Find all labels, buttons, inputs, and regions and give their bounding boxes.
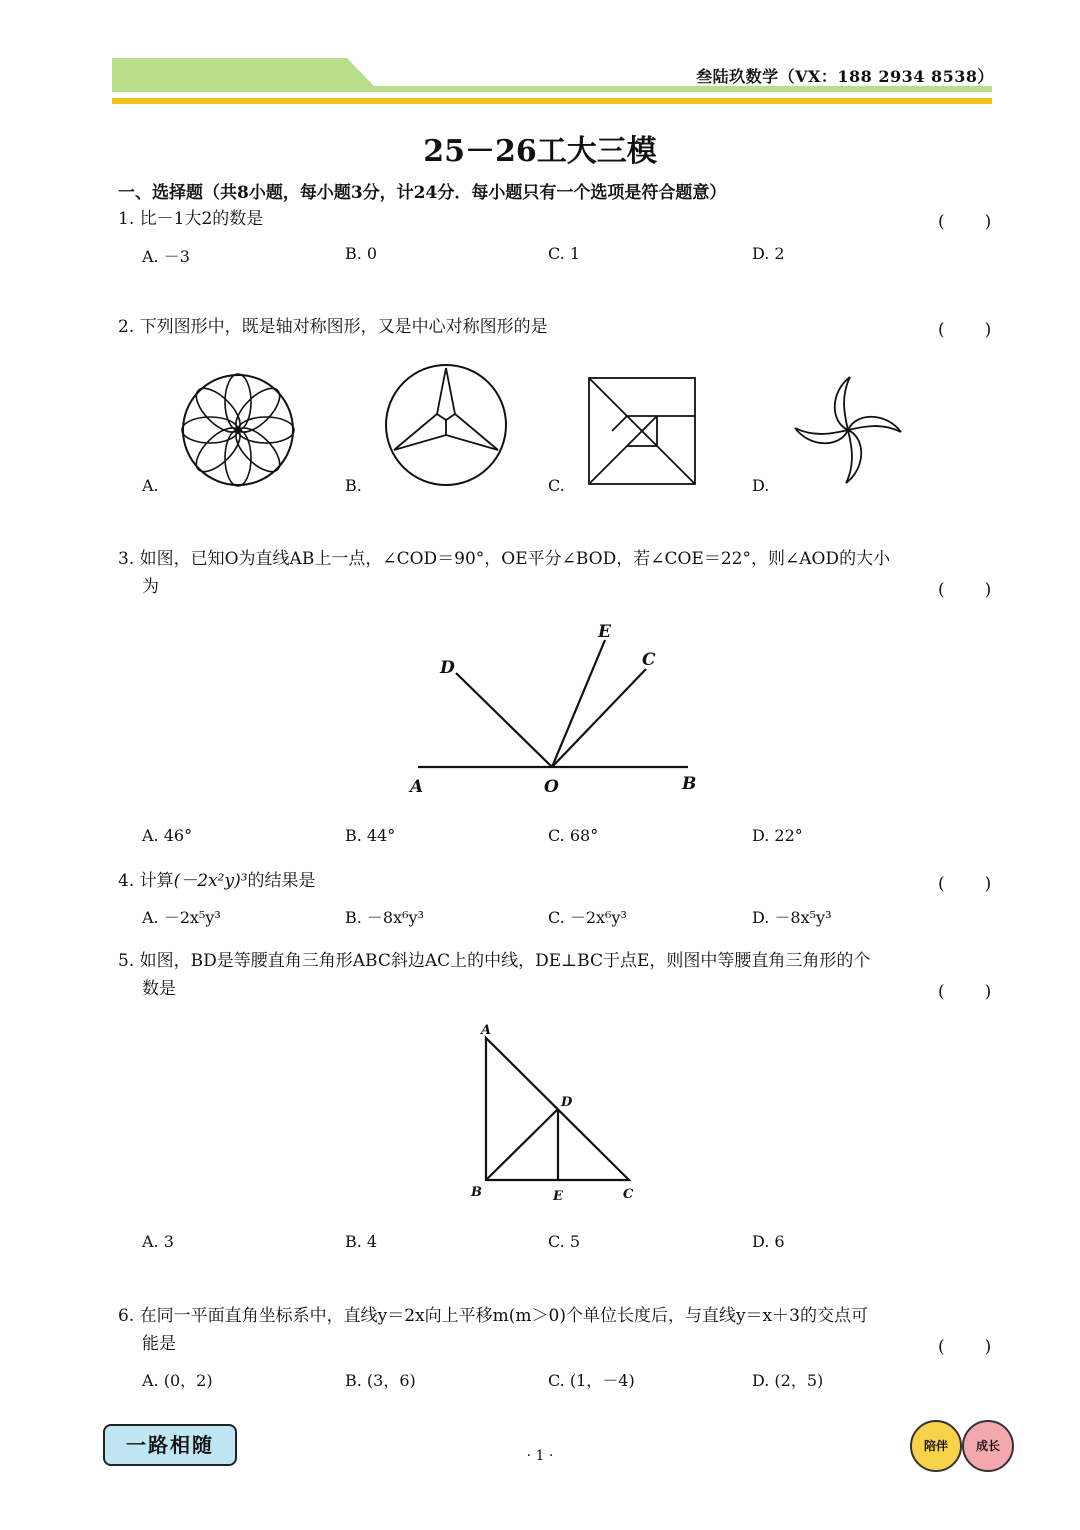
q2-option-a: A. xyxy=(142,476,159,495)
q6-option-d: D. (2，5) xyxy=(752,1371,824,1390)
q3-answer-paren: ( ) xyxy=(938,580,994,600)
label-b: B xyxy=(682,774,697,794)
q3-text-line2: 为 xyxy=(142,577,159,597)
footer-badge-accompany: 陪伴 xyxy=(910,1420,962,1472)
q3-option-c: C. 68° xyxy=(548,826,599,845)
q2-figure-b-star xyxy=(383,362,509,488)
ray-od xyxy=(456,673,552,767)
label-e: E xyxy=(598,622,611,642)
q6-answer-paren: ( ) xyxy=(938,1337,994,1357)
label-a: A xyxy=(481,1023,492,1038)
q3-text-line1: 3. 如图，已知O为直线AB上一点，∠COD＝90°，OE平分∠BOD，若∠COE＝22°，则∠AOD的大小 xyxy=(118,549,891,569)
label-e: E xyxy=(553,1189,563,1204)
header-yellow-line xyxy=(112,98,992,104)
q1-option-a: A. －3 xyxy=(142,247,190,266)
q6-text-line1: 6. 在同一平面直角坐标系中，直线y＝2x向上平移m(m＞0)个单位长度后，与直线y＝x＋3的交点可 xyxy=(118,1306,868,1326)
q6-text-line2: 能是 xyxy=(142,1334,176,1354)
label-d: D xyxy=(440,658,455,678)
q4-option-d: D. －8x⁵y³ xyxy=(752,908,832,927)
q4-text xyxy=(118,867,316,895)
q4-suffix: 的结果是 xyxy=(247,871,316,891)
q1-option-b: B. 0 xyxy=(345,244,378,263)
footer-badge-growth: 成长 xyxy=(962,1420,1014,1472)
q2-answer-paren: ( ) xyxy=(938,320,994,340)
label-c: C xyxy=(642,650,656,670)
q2-text: 2. 下列图形中，既是轴对称图形，又是中心对称图形的是 xyxy=(118,317,548,337)
label-b: B xyxy=(471,1185,482,1200)
q5-option-a: A. 3 xyxy=(142,1232,174,1251)
q5-option-c: C. 5 xyxy=(548,1232,581,1251)
q4-answer-paren: ( ) xyxy=(938,874,994,894)
q2-option-d: D. xyxy=(752,476,770,495)
brand-text: 叁陆玖数学（VX：188 2934 8538） xyxy=(696,67,994,86)
q4-option-a: A. －2x⁵y³ xyxy=(142,908,221,927)
q1-text: 1. 比－1大2的数是 xyxy=(118,209,264,229)
q5-text-line1: 5. 如图，BD是等腰直角三角形ABC斜边AC上的中线，DE⊥BC于点E，则图中等腰直角三角形的个 xyxy=(118,951,871,971)
q6-option-b: B. (3，6) xyxy=(345,1371,416,1390)
q1-option-d: D. 2 xyxy=(752,244,785,263)
q4-option-c: C. －2x⁶y³ xyxy=(548,908,627,927)
ray-oc xyxy=(552,669,646,767)
q5-triangle-figure xyxy=(462,1018,642,1208)
q3-option-a: A. 46° xyxy=(142,826,193,845)
q6-option-c: C. (1，－4) xyxy=(548,1371,635,1390)
q5-answer-paren: ( ) xyxy=(938,982,994,1002)
footer-slogan-box: 一路相随 xyxy=(103,1424,237,1466)
q2-figure-c-square xyxy=(587,376,697,486)
page-title: 25－26工大三模 xyxy=(423,134,657,169)
q4-expression: (－2x²y)³ xyxy=(173,871,248,891)
q3-angle-figure xyxy=(400,615,710,805)
label-d: D xyxy=(561,1095,573,1110)
q5-text-line2: 数是 xyxy=(142,979,176,999)
q6-option-a: A. (0，2) xyxy=(142,1371,213,1390)
q2-figure-d-pinwheel xyxy=(790,372,906,488)
q2-figure-a-flower xyxy=(180,372,296,488)
section-heading: 一、选择题（共8小题，每小题3分，计24分．每小题只有一个选项是符合题意） xyxy=(118,183,727,203)
segment-bd xyxy=(486,1109,558,1180)
q5-option-b: B. 4 xyxy=(345,1232,378,1251)
page-number: · 1 · xyxy=(526,1448,554,1464)
label-c: C xyxy=(623,1187,634,1202)
q4-option-b: B. －8x⁶y³ xyxy=(345,908,425,927)
q1-answer-paren: ( ) xyxy=(938,212,994,232)
ray-oe xyxy=(552,640,605,767)
q4-prefix: 4. 计算 xyxy=(118,871,174,891)
label-o: O xyxy=(544,777,559,797)
q2-option-c: C. xyxy=(548,476,565,495)
q3-option-b: B. 44° xyxy=(345,826,396,845)
q2-option-b: B. xyxy=(345,476,362,495)
q3-option-d: D. 22° xyxy=(752,826,803,845)
q5-option-d: D. 6 xyxy=(752,1232,785,1251)
label-a: A xyxy=(410,777,424,797)
q1-option-c: C. 1 xyxy=(548,244,581,263)
